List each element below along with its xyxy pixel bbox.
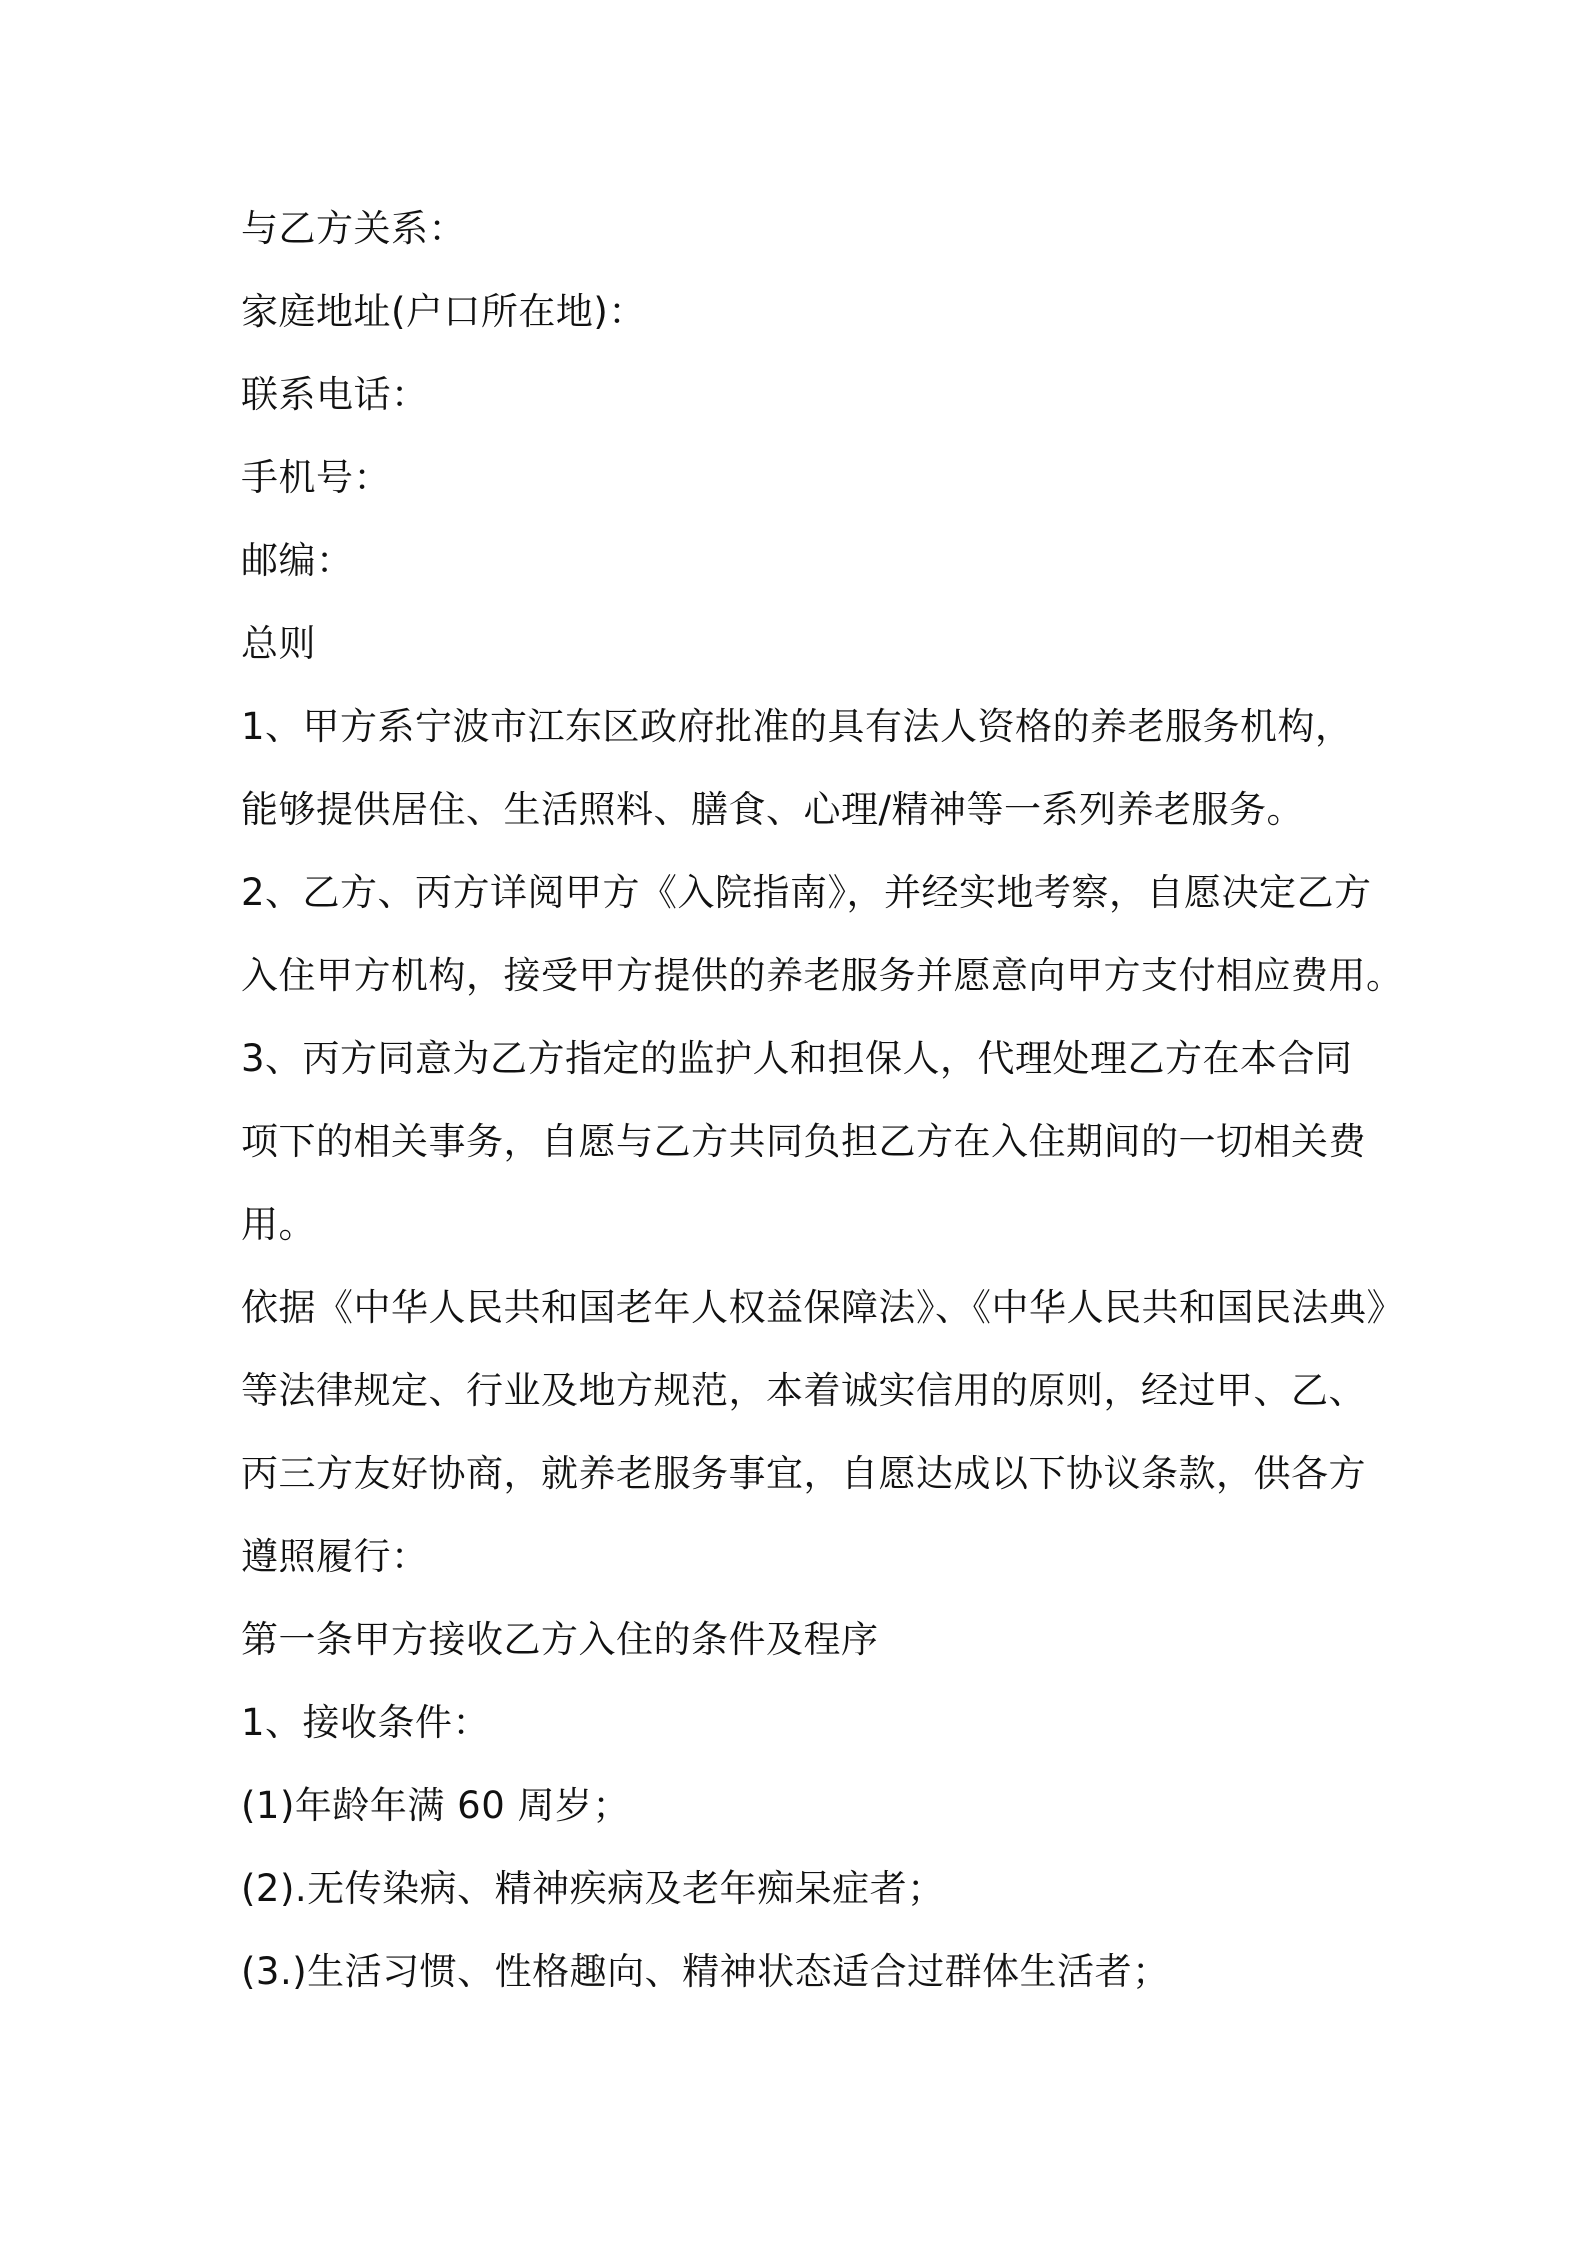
- field-mobile-label: 手机号：: [241, 456, 391, 499]
- basis-line-3: 丙三方友好协商，就养老服务事宜，自愿达成以下协议条款，供各方: [241, 1452, 1366, 1495]
- field-relation-label: 与乙方关系：: [241, 207, 466, 250]
- basis-line-1: 依据《中华人民共和国老年人权益保障法》、《中华人民共和国民法典》: [241, 1286, 1404, 1329]
- field-address-label: 家庭地址(户口所在地)：: [241, 290, 646, 333]
- clause-1-line-1: 1、甲方系宁波市江东区政府批准的具有法人资格的养老服务机构，: [241, 705, 1353, 748]
- clause-3-line-2: 项下的相关事务，自愿与乙方共同负担乙方在入住期间的一切相关费: [241, 1120, 1366, 1163]
- article-one-title: 第一条甲方接收乙方入住的条件及程序: [241, 1618, 879, 1661]
- clause-3-line-1: 3、丙方同意为乙方指定的监护人和担保人，代理处理乙方在本合同: [241, 1037, 1353, 1080]
- acceptance-heading: 1、接收条件：: [241, 1701, 491, 1744]
- acceptance-condition-3: (3.)生活习惯、性格趣向、精神状态适合过群体生活者；: [241, 1950, 1170, 1993]
- clause-3-line-3: 用。: [241, 1203, 316, 1246]
- clause-1-line-2: 能够提供居住、生活照料、膳食、心理/精神等一系列养老服务。: [241, 788, 1304, 831]
- acceptance-condition-1: (1)年龄年满 60 周岁；: [241, 1784, 631, 1827]
- basis-line-2: 等法律规定、行业及地方规范，本着诚实信用的原则，经过甲、乙、: [241, 1369, 1366, 1412]
- field-postcode-label: 邮编：: [241, 539, 354, 582]
- acceptance-condition-2: (2).无传染病、精神疾病及老年痴呆症者；: [241, 1867, 945, 1910]
- field-phone-label: 联系电话：: [241, 373, 429, 416]
- clause-2-line-2: 入住甲方机构，接受甲方提供的养老服务并愿意向甲方支付相应费用。: [241, 954, 1404, 997]
- clause-2-line-1: 2、乙方、丙方详阅甲方《入院指南》，并经实地考察，自愿决定乙方: [241, 871, 1372, 914]
- basis-line-4: 遵照履行：: [241, 1535, 429, 1578]
- section-title-general: 总则: [241, 622, 316, 665]
